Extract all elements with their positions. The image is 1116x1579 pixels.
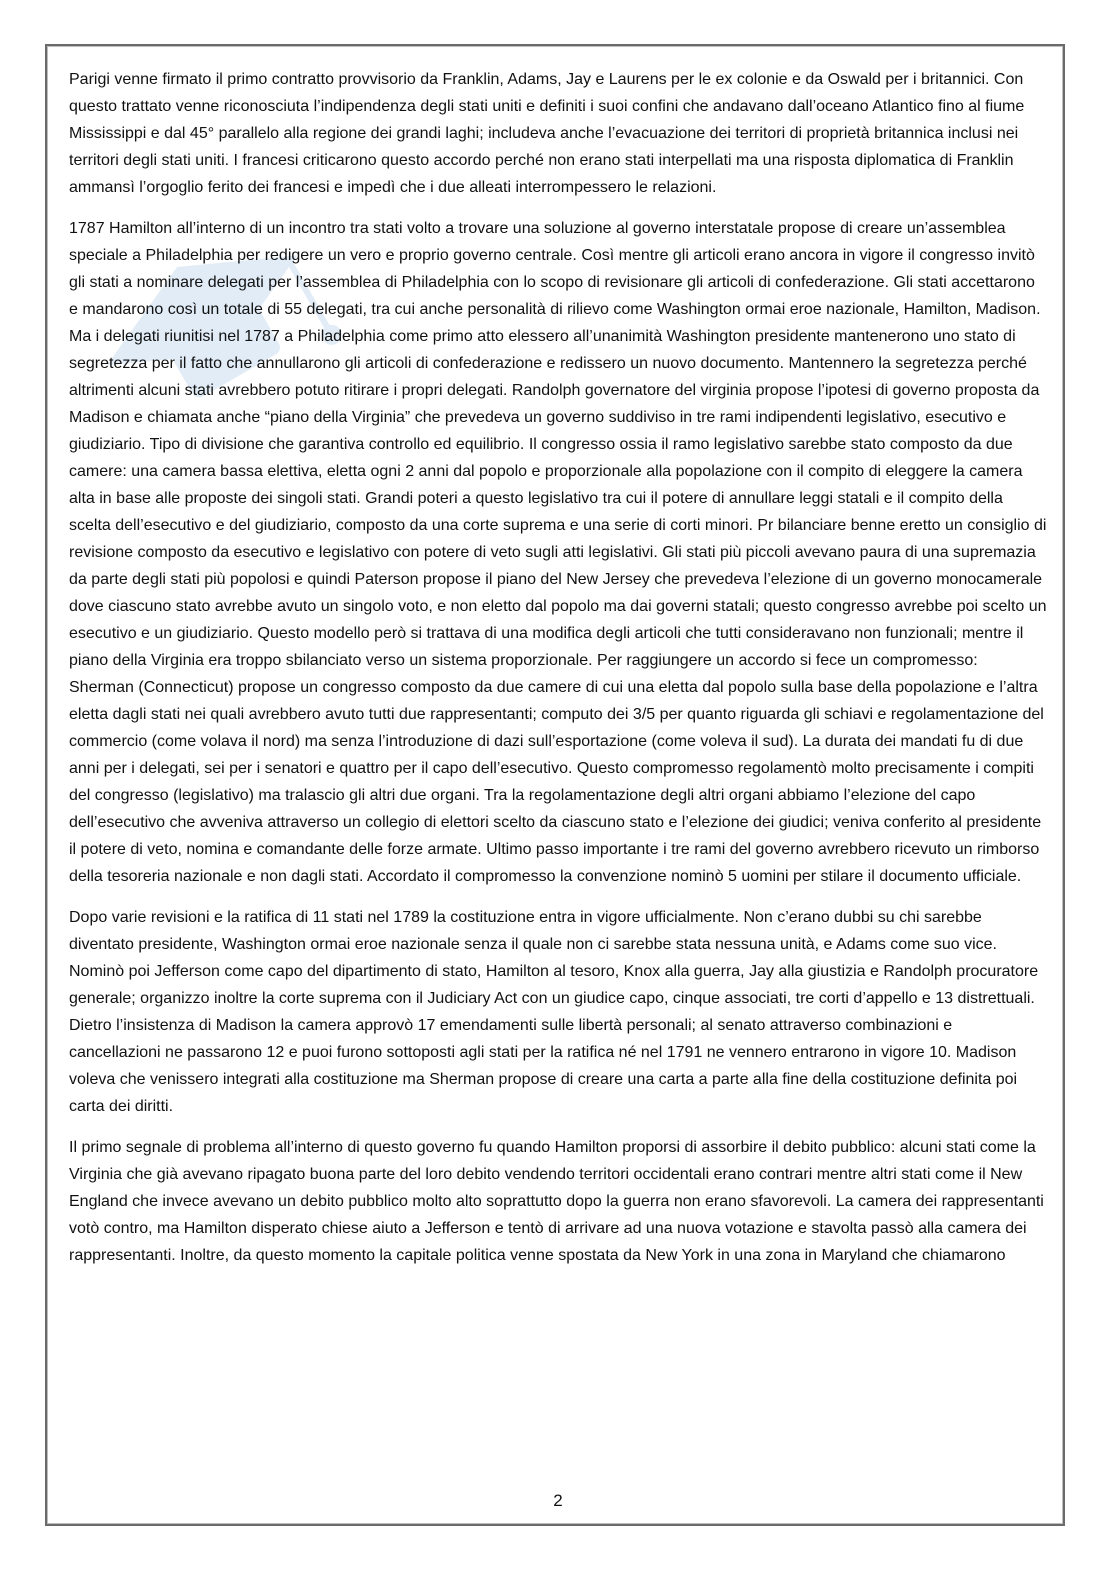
paragraph-2: 1787 Hamilton all’interno di un incontro tra stati volto a trovare una soluzione al governo interstatale propose di creare un’assemblea speciale a Philadelphia per redigere un vero e proprio governo centrale. Così mentre gli articoli erano ancora in vigore il congresso invitò gli stati a nominare delegati per l’assemblea di Philadelphia con lo scopo di revisionare gli articoli di confederazione. Gli stati accettarono e mandarono così un totale di 55 delegati, tra cui anche personalità di rilievo come Washington ormai eroe nazionale, Hamilton, Madison. Ma i delegati riunitisi nel 1787 a Philadelphia come primo atto elessero all’unanimità Washington presidente mantenerono uno stato di segretezza per il fatto che annullarono gli articoli di confederazione e redissero un nuovo documento. Mantennero la segretezza perché altrimenti alcuni stati avrebbero potuto ritirare i propri delegati. Randolph governatore del virginia propose l’ipotesi di governo proposta da Madison e chiamata anche “piano della Virginia” che prevedeva un governo suddiviso in tre rami indipendenti legislativo, esecutivo e giudiziario. Tipo di divisione che garantiva controllo ed equilibrio. Il congresso ossia il ramo legislativo sarebbe stato composto da due camere: una camera bassa elettiva, eletta ogni 2 anni dal popolo e proporzionale alla popolazione con il compito di eleggere la camera alta in base alle proposte dei singoli stati. Grandi poteri a questo legislativo tra cui il potere di annullare leggi statali e il compito della scelta dell’esecutivo e del giudiziario, composto da una corte suprema e una serie di corti minori. Pr bilanciare benne eretto un consiglio di revisione composto da esecutivo e legislativo con potere di veto sugli atti legislativi. Gli stati più piccoli avevano paura di una supremazia da parte degli stati più popolosi e quindi Paterson propose il piano del New Jersey che prevedeva l’elezione di un governo monocamerale dove ciascuno stato avrebbe avuto un singolo voto, e non eletto dal popolo ma dai governi statali; questo congresso avrebbe poi scelto un esecutivo e un giudiziario. Questo modello però si trattava di una modifica degli articoli che tutti consideravano non funzionali; mentre il piano della Virginia era troppo sbilanciato verso un sistema proporzionale. Per raggiungere un accordo si fece un compromesso: Sherman (Connecticut) propose un congresso composto da due camere di cui una eletta dal popolo sulla base della popolazione e l’altra eletta dagli stati nei quali avrebbero avuto tutti due rappresentanti; computo dei 3/5 per quanto riguarda gli schiavi e regolamentazione del commercio (come volava il nord) ma senza l’introduzione di dazi sull’esportazione (come voleva il sud). La durata dei mandati fu di due anni per i delegati, sei per i senatori e quattro per il capo dell’esecutivo. Questo compromesso regolamentò molto precisamente i compiti del congresso (legislativo) ma tralascio gli altri due organi. Tra la regolamentazione degli altri organi abbiamo l’elezione del capo dell’esecutivo che avveniva attraverso un collegio di elettori scelto da ciascuno stato e l’elezione dei giudici; veniva conferito al presidente il potere di veto, nomina e comandante delle forze armate. Ultimo passo importante i tre rami del governo avrebbero ricevuto un rimborso della tesoreria nazionale e non dagli stati. Accordato il compromesso la convenzione nominò 5 uomini per stilare il documento ufficiale. [69,220,1047,885]
paragraph-3: Dopo varie revisioni e la ratifica di 11 stati nel 1789 la costituzione entra in vigore ufficialmente. Non c’erano dubbi su chi sarebbe diventato presidente, Washington ormai eroe nazionale senza il quale non ci sarebbe stata nessuna unità, e Adams come suo vice. Nominò poi Jefferson come capo del dipartimento di stato, Hamilton al tesoro, Knox alla guerra, Jay alla giustizia e Randolph procuratore generale; organizzo inoltre la corte suprema con il Judiciary Act con un giudice capo, cinque associati, tre corti d’appello e 13 distrettuali. Dietro l’insistenza di Madison la camera approvò 17 emendamenti sulle libertà personali; al senato attraverso combinazioni e cancellazioni ne passarono 12 e puoi furono sottoposti agli stati per la ratifica né nel 1791 ne vennero entrarono in vigore 10. Madison voleva che venissero integrati alla costituzione ma Sherman propose di creare una carta a parte alla fine della costituzione definita poi carta dei diritti. [69,909,1039,1115]
document-body [69,66,1047,1283]
paragraph-4: Il primo segnale di problema all’interno di questo governo fu quando Hamilton proporsi di assorbire il debito pubblico: alcuni stati come la Virginia che già avevano ripagato buona parte del loro debito vendendo territori occidentali erano contrari mentre altri stati come il New England che invece avevano un debito pubblico molto alto soprattutto dopo la guerra non erano sfavorevoli. La camera dei rappresentanti votò contro, ma Hamilton disperato chiese aiuto a Jefferson e tentò di arrivare ad una nuova votazione e stavolta passò alla camera dei rappresentanti. Inoltre, da questo momento la capitale politica venne spostata da New York in una zona in Maryland che chiamarono [69,1139,1044,1264]
page-number: 2 [553,1491,563,1510]
paragraph-1: Parigi venne firmato il primo contratto provvisorio da Franklin, Adams, Jay e Laurens per le ex colonie e da Oswald per i britannici. Con questo trattato venne riconosciuta l’indipendenza degli stati uniti e definiti i suoi confini che andavano dall’oceano Atlantico fino al fiume Mississippi e dal 45° parallelo alla regione dei grandi laghi; includeva anche l’evacuazione dei territori di proprietà britannica inclusi nei territori degli stati uniti. I francesi criticarono questo accordo perché non erano stati interpellati ma una risposta diplomatica di Franklin ammansì l’orgoglio ferito dei francesi e impedì che i due alleati interrompessero le relazioni. [69,71,1025,196]
